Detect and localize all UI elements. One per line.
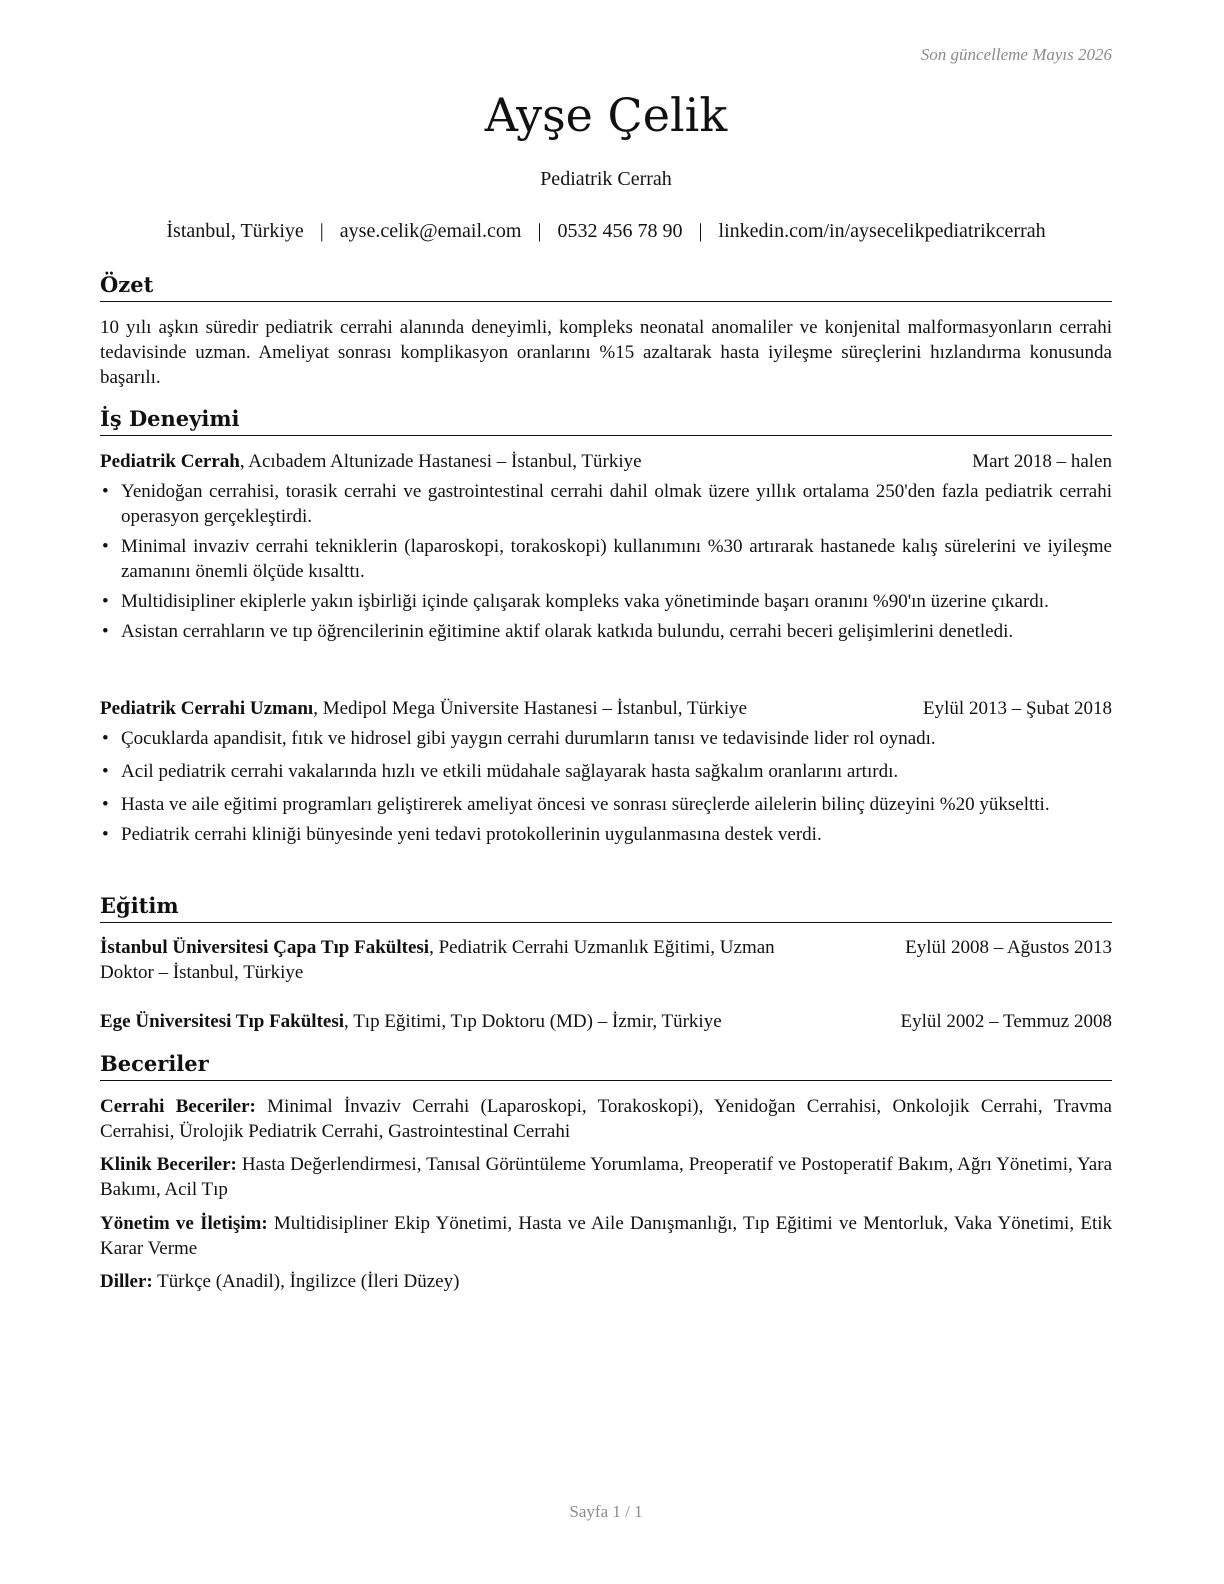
skill-value: Hasta Değerlendirmesi, Tanısal Görüntüleme Yorumlama, Preoperatif ve Postoperatif Bakım, Ağrı Yönetimi, Yara Bakımı, Acil Tıp — [100, 1154, 1112, 1200]
job-organization: , Acıbadem Altunizade Hastanesi – İstanbul, Türkiye — [239, 451, 642, 472]
job-dates: Mart 2018 – halen — [972, 451, 1112, 472]
job-position: Pediatrik Cerrahi Uzmanı — [100, 698, 314, 719]
skill-row — [100, 1152, 1112, 1202]
skill-label: Yönetim ve İletişim: — [100, 1213, 268, 1234]
section-title-skills: Beceriler — [100, 1050, 1112, 1081]
education-details: , Pediatrik Cerrahi Uzmanlık Eğitimi, Uzman — [429, 937, 775, 958]
page-number: Sayfa 1 / 1 — [569, 1502, 643, 1521]
job-organization: , Medipol Mega Üniversite Hastanesi – İstanbul, Türkiye — [313, 698, 748, 719]
list-item: • Multidisipliner ekiplerle yakın işbirliği içinde çalışarak kompleks vaka yönetiminde başarı oranını %90'ın üzerine çıkardı. — [100, 589, 1112, 614]
list-item: • Çocuklarda apandisit, fıtık ve hidrosel gibi yaygın cerrahi durumların tanısı ve tedavisinde lider rol oynadı. — [100, 726, 1112, 751]
skill-value: Minimal İnvaziv Cerrahi (Laparoskopi, Torakoskopi), Yenidoğan Cerrahisi, Onkolojik Cerrahi, Travma Cerrahisi, Ürolojik Pediatrik Cerrahi, Gastrointestinal Cerrahi — [100, 1096, 1112, 1142]
list-item: • Pediatrik cerrahi kliniği bünyesinde yeni tedavi protokollerinin uygulanmasına destek verdi. — [100, 822, 1112, 847]
resume-page — [100, 0, 1112, 1584]
contact-line — [100, 220, 1112, 243]
skill-row — [100, 1269, 1112, 1294]
list-item: • Minimal invaziv cerrahi tekniklerin (laparoskopi, torakoskopi) kullanımını %30 artırarak hastanede kalış sürelerini ve iyileşme zamanını önemli ölçüde kısalttı. — [100, 534, 1112, 584]
person-role: Pediatrik Cerrah — [540, 168, 672, 190]
job-header — [100, 696, 1112, 721]
section-title-education: Eğitim — [100, 892, 1112, 923]
contact-email[interactable]: ayse.celik@email.com — [339, 220, 522, 242]
list-item: • Asistan cerrahların ve tıp öğrencilerinin eğitimine aktif olarak katkıda bulundu, cerrahi beceri gelişimlerini denetledi. — [100, 619, 1112, 644]
skill-row — [100, 1211, 1112, 1261]
job-title-line — [100, 449, 642, 474]
job-position: Pediatrik Cerrah — [100, 451, 240, 472]
section-title-summary: Özet — [100, 271, 1112, 302]
job-bullets — [100, 726, 1112, 847]
education-header — [100, 935, 1112, 960]
contact-separator: | — [698, 220, 703, 242]
education-header — [100, 1009, 1112, 1034]
skill-label: Cerrahi Beceriler: — [100, 1096, 256, 1117]
person-name: Ayşe Çelik — [484, 88, 728, 142]
list-item: • Yenidoğan cerrahisi, torasik cerrahi ve gastrointestinal cerrahi dahil olmak üzere yıllık ortalama 250'den fazla pediatrik cerrahi operasyon gerçekleştirdi. — [100, 479, 1112, 529]
education-school: İstanbul Üniversitesi Çapa Tıp Fakültesi — [100, 937, 430, 958]
job-dates: Eylül 2013 – Şubat 2018 — [923, 698, 1112, 719]
skill-label: Klinik Beceriler: — [100, 1154, 237, 1175]
skill-row — [100, 1094, 1112, 1144]
skill-value: Türkçe (Anadil), İngilizce (İleri Düzey) — [152, 1271, 460, 1292]
education-dates: Eylül 2002 – Temmuz 2008 — [900, 1011, 1112, 1032]
education-details-continued: Doktor – İstanbul, Türkiye — [100, 962, 304, 983]
contact-separator: | — [319, 220, 324, 242]
job-bullets — [100, 479, 1112, 644]
contact-phone: 0532 456 78 90 — [557, 220, 683, 242]
education-details: , Tıp Eğitimi, Tıp Doktoru (MD) – İzmir, Türkiye — [344, 1011, 722, 1032]
section-title-experience: İş Deneyimi — [100, 405, 1112, 436]
skill-value: Multidisipliner Ekip Yönetimi, Hasta ve Aile Danışmanlığı, Tıp Eğitimi ve Mentorluk, Vaka Yönetimi, Etik Karar Verme — [100, 1213, 1112, 1259]
last-updated: Son güncelleme Mayıs 2026 — [920, 45, 1112, 64]
skill-label: Diller: — [100, 1271, 153, 1292]
job-title-line — [100, 696, 747, 721]
list-item: • Acil pediatrik cerrahi vakalarında hızlı ve etkili müdahale sağlayarak hasta sağkalım oranlarını artırdı. — [100, 759, 1112, 784]
contact-linkedin[interactable]: linkedin.com/in/aysecelikpediatrikcerrah — [718, 220, 1046, 242]
education-line — [100, 935, 775, 960]
list-item: • Hasta ve aile eğitimi programları geliştirerek ameliyat öncesi ve sonrası süreçlerde ailelerin bilinç düzeyini %20 yükseltti. — [100, 792, 1112, 817]
summary-text: 10 yılı aşkın süredir pediatrik cerrahi alanında deneyimli, kompleks neonatal anomaliler ve konjenital malformasyonların cerrahi tedavisinde uzman. Ameliyat sonrası komplikasyon oranlarını %15 azaltarak hasta iyileşme süreçlerini hızlandırma konusunda başarılı. — [100, 317, 1112, 388]
education-line — [100, 1009, 722, 1034]
contact-location: İstanbul, Türkiye — [166, 220, 304, 242]
education-school: Ege Üniversitesi Tıp Fakültesi — [100, 1011, 345, 1032]
contact-separator: | — [537, 220, 542, 242]
education-dates: Eylül 2008 – Ağustos 2013 — [905, 937, 1112, 958]
job-header — [100, 449, 1112, 474]
